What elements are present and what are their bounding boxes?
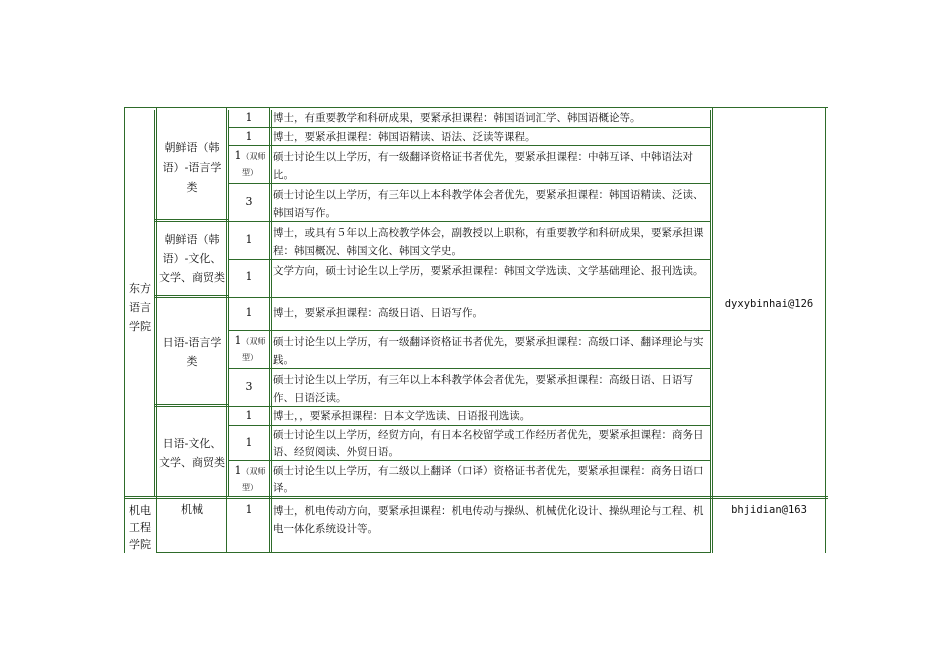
- contact-email-oriental: dyxybinhai@126: [724, 298, 814, 310]
- requirement-cell: 博士，机电传动方向，要紧承担课程：机电传动与操纵、机械优化设计、操纵理论与工程、机电一体化系统设计等。: [273, 505, 704, 535]
- count-cell: 3: [245, 380, 253, 393]
- requirement-cell: 文学方向，硕士讨论生以上学历，要紧承担课程：韩国文学选读、文学基础理论、报刊选读。: [273, 265, 704, 277]
- count-note: （双师型）: [241, 337, 266, 362]
- count-note: （双师型）: [241, 152, 266, 177]
- count-cell: 1: [245, 233, 253, 246]
- requirement-cell: 博士，有重要教学和科研成果，要紧承担课程：韩国语词汇学、韩国语概论等。: [273, 112, 641, 124]
- college-mech: 机电工程学院: [129, 504, 151, 551]
- count-cell: 1: [245, 111, 253, 124]
- count-note: （双师型）: [241, 467, 266, 492]
- count-cell: 3: [245, 195, 253, 208]
- major-korean-culture: 朝鲜语（韩语）-文化、文学、商贸类: [159, 233, 225, 284]
- count-value: 1: [234, 149, 242, 162]
- count-cell: [229, 148, 271, 180]
- count-cell: 1: [245, 270, 253, 283]
- count-cell: 1: [245, 436, 253, 449]
- requirement-cell: 硕士讨论生以上学历，有二级以上翻译（口译）资格证书者优先，要紧承担课程：商务日语口译。: [273, 465, 704, 494]
- requirement-cell: 博士，，要紧承担课程：日本文学选读、日语报刊选读。: [273, 410, 531, 422]
- requirement-cell: 博士，要紧承担课程：韩国语精读、语法、泛读等课程。: [273, 131, 536, 143]
- count-value: 1: [234, 334, 242, 347]
- count-cell: 1: [245, 130, 253, 143]
- count-cell: 1: [245, 306, 253, 319]
- requirement-cell: 硕士讨论生以上学历，有三年以上本科教学体会者优先，要紧承担课程：高级日语、日语写作、日语泛读。: [273, 374, 693, 404]
- requirement-cell: 博士，或具有５年以上高校教学体会，副教授以上职称，有重要教学和科研成果，要紧承担课程：韩国概况、韩国文化、韩国文学史。: [273, 227, 704, 257]
- requirement-cell: 硕士讨论生以上学历，经贸方向，有日本名校留学或工作经历者优先，要紧承担课程：商务日语、经贸阅读、外贸日语。: [273, 429, 704, 458]
- major-mechanical: 机械: [181, 503, 203, 516]
- major-japanese-linguistics: 日语-语言学类: [162, 336, 222, 368]
- requirement-cell: 硕士讨论生以上学历，有一级翻译资格证书者优先，要紧承担课程：高级口译、翻译理论与实践。: [273, 336, 704, 366]
- college-oriental: 东方语言学院: [129, 282, 151, 333]
- count-cell: 1: [245, 503, 253, 516]
- count-cell: [229, 333, 271, 365]
- count-cell: 1: [245, 409, 253, 422]
- requirement-cell: 硕士讨论生以上学历，有三年以上本科教学体会者优先，要紧承担课程：韩国语精读、泛读、韩国语写作。: [273, 189, 704, 219]
- major-korean-linguistics: 朝鲜语（韩语）-语言学类: [162, 141, 222, 194]
- major-japanese-culture: 日语-文化、文学、商贸类: [159, 437, 225, 469]
- count-value: 1: [234, 464, 242, 477]
- contact-email-mech: bhjidian@163: [731, 504, 807, 516]
- count-cell: [229, 463, 271, 495]
- requirement-cell: 硕士讨论生以上学历，有一级翻译资格证书者优先，要紧承担课程：中韩互译、中韩语法对比。: [273, 151, 693, 181]
- requirement-cell: 博士，要紧承担课程：高级日语、日语写作。: [273, 307, 483, 319]
